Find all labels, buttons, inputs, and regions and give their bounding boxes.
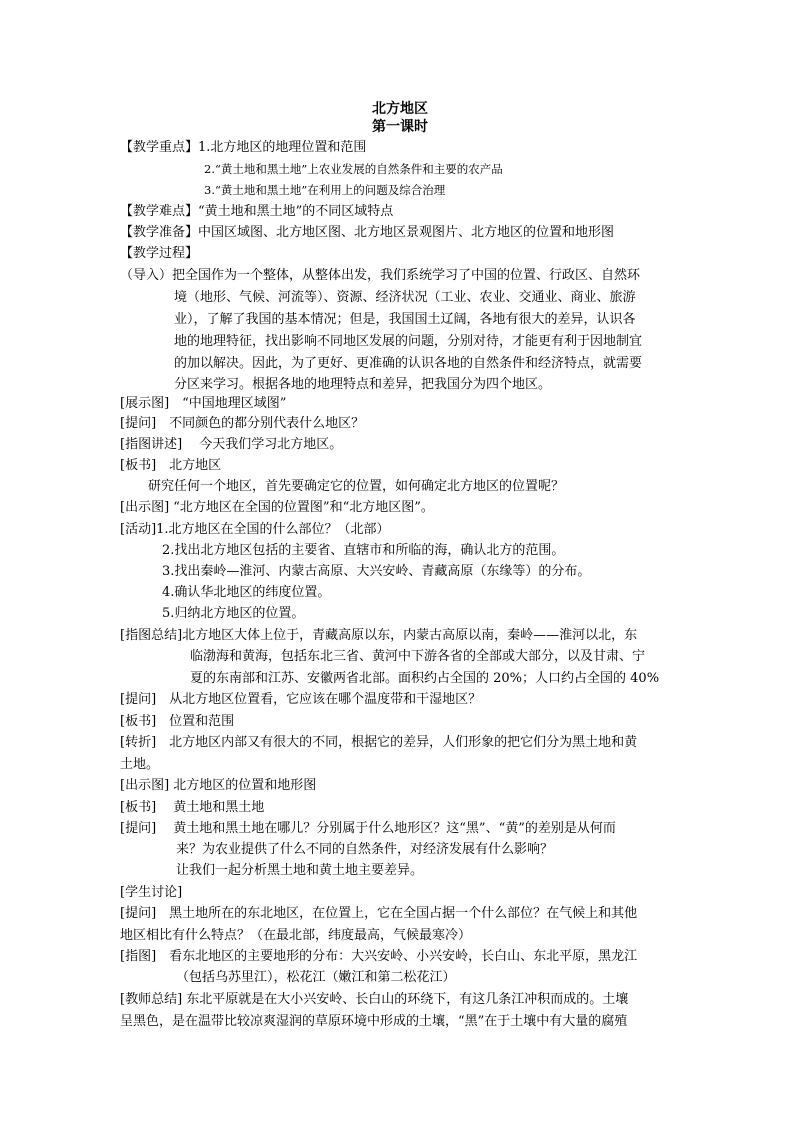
text-line: 3.找出秦岭—淮河、内蒙古高原、大兴安岭、青藏高原（东缘等）的分布。 <box>162 564 591 579</box>
text-line: [提问] 黑土地所在的东北地区，在位置上，它在全国占据一个什么部位？在气候上和其他 <box>120 906 638 921</box>
text-line: [教师总结] 东北平原就是在大小兴安岭、长白山的环绕下，有这几条江冲积而成的。土壤 <box>120 992 629 1007</box>
text-line: 临渤海和黄海，包括东北三省、黄河中下游各省的全部或大部分，以及甘肃、宁 <box>190 649 646 664</box>
text-line: [板书] 北方地区 <box>120 458 222 473</box>
text-line: 【教学过程】 <box>120 246 199 261</box>
text-line: 5.归纳北方地区的位置。 <box>162 606 305 621</box>
text-line: 呈黑色，是在温带比较凉爽湿润的草原环境中形成的土壤，“黑”在于土壤中有大量的腐殖 <box>120 1014 628 1029</box>
text-line: 2.找出北方地区包括的主要省、直辖市和所临的海，确认北方的范围。 <box>162 543 565 558</box>
text-line: （包括乌苏里江），松花江（嫩江和第二松花江） <box>176 970 456 985</box>
text-line: 3.“黄土地和黑土地”在利用上的问题及综合治理 <box>204 183 446 197</box>
text-line: 夏的东南部和江苏、安徽两省北部。面积约占全国的 20%；人口约占全国的 40% <box>190 671 660 686</box>
text-line: 【教学难点】“黄土地和黑土地”的不同区域特点 <box>120 204 394 219</box>
text-line: [提问] 黄土地和黑土地在哪儿？分别属于什么地形区？这“黑”、“黄”的差别是从何而 <box>120 821 616 836</box>
text-line: 4.确认华北地区的纬度位置。 <box>162 585 331 600</box>
text-line: [活动]1.北方地区在全国的什么部位？（北部） <box>120 522 390 537</box>
text-line: 研究任何一个地区，首先要确定它的位置，如何确定北方地区的位置呢？ <box>148 479 565 494</box>
text-line: 地区相比有什么特点？（在最北部，纬度最高，气候最寒冷） <box>120 928 472 943</box>
text-line: 的加以解决。因此，为了更好、更准确的认识各地的自然条件和经济特点，就需要 <box>174 356 643 371</box>
text-line: [提问] 不同颜色的都分别代表什么地区？ <box>120 416 365 431</box>
text-line: 2.“黄土地和黑土地”上农业发展的自然条件和主要的农产品 <box>204 162 503 176</box>
text-line: 业），了解了我国的基本情况；但是，我国国土辽阔，各地有很大的差异，认识各 <box>174 312 636 327</box>
text-line: [板书] 位置和范围 <box>120 714 235 729</box>
text-line: [指图讲述] 今天我们学习北方地区。 <box>120 437 343 452</box>
text-line: [出示图] 北方地区的位置和地形图 <box>120 778 317 793</box>
text-line: [学生讨论] <box>120 885 183 900</box>
text-line: [板书] 黄土地和黑土地 <box>120 800 265 815</box>
text-line: [出示图] “北方地区在全国的位置图”和“北方地区图”。 <box>120 500 434 515</box>
page-subtitle: 第一课时 <box>372 119 428 135</box>
text-line: [展示图] “中国地理区域图” <box>120 396 287 411</box>
text-line: 【教学重点】1.北方地区的地理位置和范围 <box>120 140 367 155</box>
text-line: 土地。 <box>120 757 160 772</box>
text-line: 地的地理特征，找出影响不同地区发展的问题，分别对待，才能更有利于因地制宜 <box>174 334 643 349</box>
text-line: [指图] 看东北地区的主要地形的分布：大兴安岭、小兴安岭，长白山、东北平原，黑龙江 <box>120 949 638 964</box>
text-line: [指图总结]北方地区大体上位于，青藏高原以东，内蒙古高原以南，秦岭——淮河以北，东 <box>120 628 638 643</box>
text-line: [转折] 北方地区内部又有很大的不同，根据它的差异，人们形象的把它们分为黑土地和黄 <box>120 735 638 750</box>
page-title: 北方地区 <box>372 101 428 117</box>
text-line: 【教学准备】中国区域图、北方地区图、北方地区景观图片、北方地区的位置和地形图 <box>120 225 615 240</box>
text-line: 让我们一起分析黑土地和黄土地主要差异。 <box>176 863 424 878</box>
text-line: [提问] 从北方地区位置看，它应该在哪个温度带和干湿地区？ <box>120 692 482 707</box>
text-line: （导入）把全国作为一个整体，从整体出发，我们系统学习了中国的位置、行政区、自然环 <box>120 268 641 283</box>
text-line: 境（地形、气候、河流等）、资源、经济状况（工业、农业、交通业、商业、旅游 <box>174 290 636 305</box>
text-line: 来？为农业提供了什么不同的自然条件，对经济发展有什么影响？ <box>176 842 554 857</box>
text-line: 分区来学习。根据各地的地理特点和差异，把我国分为四个地区。 <box>174 377 552 392</box>
